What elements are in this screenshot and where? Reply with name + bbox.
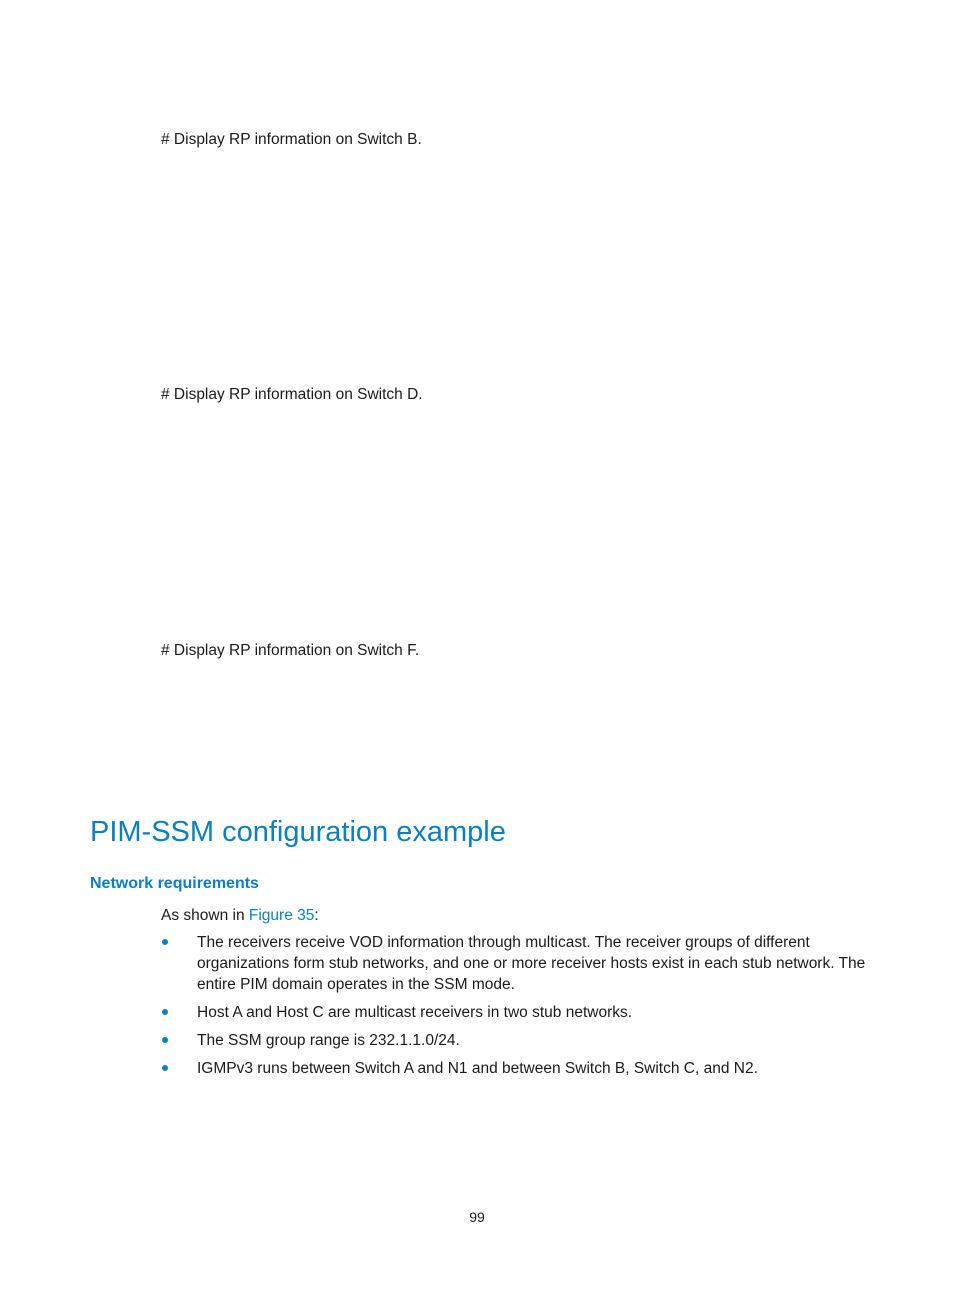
figure-link[interactable]: Figure 35 xyxy=(248,907,315,924)
intro-paragraph xyxy=(161,905,319,926)
list-item xyxy=(161,1002,871,1023)
display-rp-switch-d-text: # Display RP information on Switch D. xyxy=(161,386,423,403)
intro-suffix: : xyxy=(314,907,319,924)
subsection-title: Network requirements xyxy=(90,875,259,892)
display-rp-switch-f-text: # Display RP information on Switch F. xyxy=(161,642,420,659)
section-title: PIM-SSM configuration example xyxy=(90,816,506,848)
list-item-text: The SSM group range is 232.1.1.0/24. xyxy=(197,1032,460,1049)
list-item-text: IGMPv3 runs between Switch A and N1 and between Switch B, Switch C, and N2. xyxy=(197,1060,758,1077)
bullet-icon xyxy=(162,1009,168,1015)
bullet-icon xyxy=(162,1065,168,1071)
list-item-text: Host A and Host C are multicast receivers in two stub networks. xyxy=(197,1004,633,1021)
list-item xyxy=(161,1058,871,1079)
requirements-list xyxy=(161,932,871,1086)
list-item-text: The receivers receive VOD information through multicast. The receiver groups of different organizations form stub networks, and one or more receiver hosts exist in each stub network. The entire PIM domain operates in the SSM mode. xyxy=(197,934,866,993)
list-item xyxy=(161,932,871,995)
intro-prefix: As shown in xyxy=(161,907,249,924)
list-item xyxy=(161,1030,871,1051)
display-rp-switch-b-text: # Display RP information on Switch B. xyxy=(161,131,422,148)
bullet-icon xyxy=(162,939,168,945)
bullet-icon xyxy=(162,1037,168,1043)
page-number: 99 xyxy=(469,1209,485,1225)
